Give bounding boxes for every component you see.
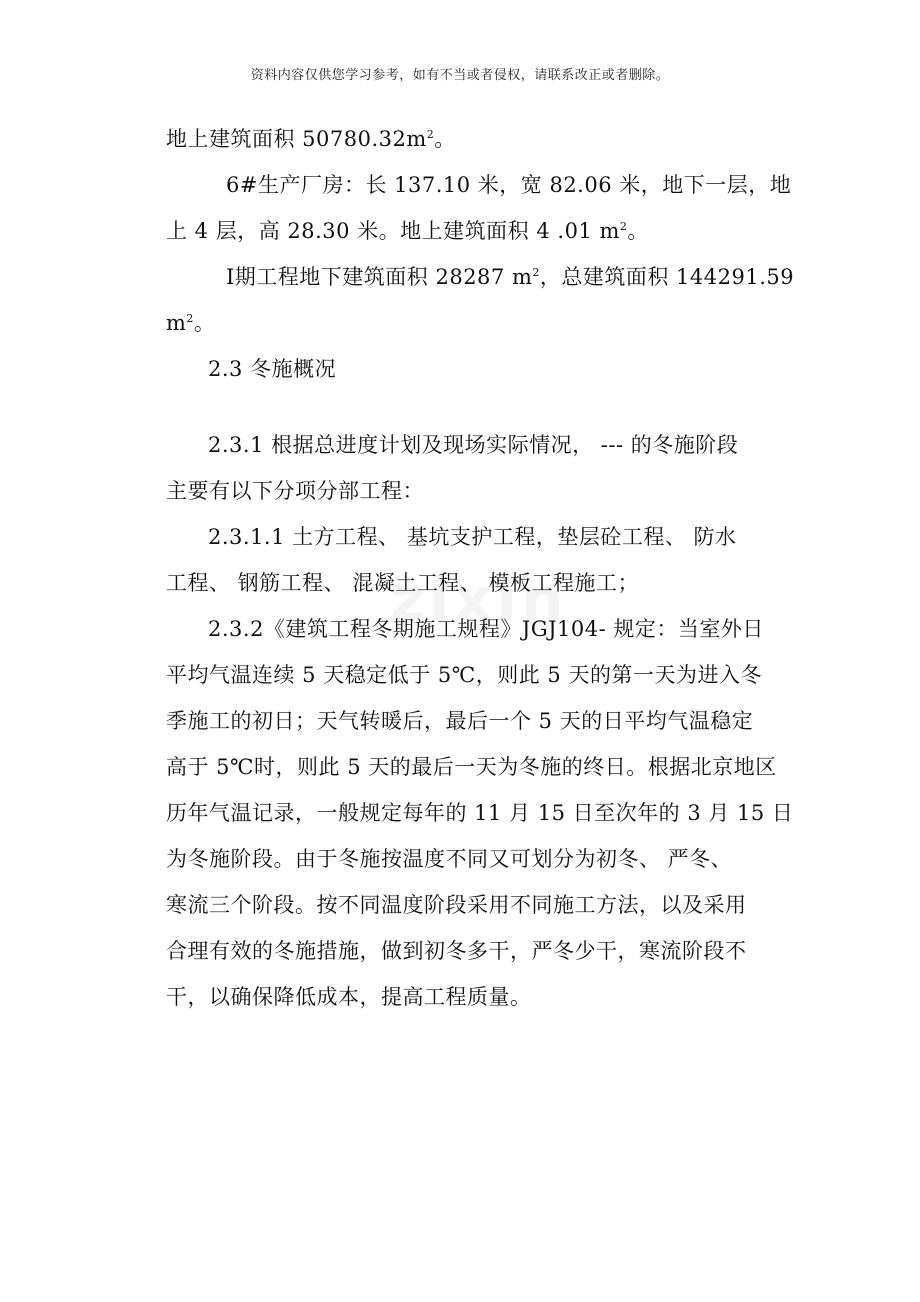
paragraph-phase1-area-line2 (166, 300, 786, 346)
paragraph-2-3-1-line2: 主要有以下分项分部工程： (166, 479, 424, 503)
superscript: 2 (426, 128, 435, 141)
text-run: Ⅰ期工程地下建筑面积 28287 m (226, 265, 533, 289)
paragraph-2-3-1-line1: 2.3.1 根据总进度计划及现场实际情况， --- 的冬施阶段 (208, 433, 739, 457)
document-body (166, 116, 795, 1020)
paragraph-2-3-2-line7: 寒流三个阶段。按不同温度阶段采用不同施工方法，以及采用 (166, 893, 747, 917)
text-run: 。 (193, 311, 216, 335)
paragraph-2-3-2-line1: 2.3.2《建筑工程冬期施工规程》JGJ104- 规定：当室外日 (208, 617, 764, 641)
paragraph-phase1-area-line1 (166, 254, 795, 300)
paragraph-2-3-2-line6: 为冬施阶段。由于冬施按温度不同又可划分为初冬、 严冬、 (166, 847, 733, 871)
text-run: ，总建筑面积 144291.59 (539, 265, 795, 289)
paragraph-above-ground-area (166, 116, 786, 162)
text-run: 上 4 层，高 28.30 米。地上建筑面积 4 .01 m (166, 219, 620, 243)
paragraph-2-3-2-line3: 季施工的初日；天气转暖后，最后一个 5 天的日平均气温稳定 (166, 709, 754, 733)
text-run: 地上建筑面积 50780.32m (166, 127, 427, 151)
paragraph-2-3-2-line9: 干，以确保降低成本，提高工程质量。 (166, 985, 532, 1009)
superscript: 2 (619, 220, 628, 233)
superscript: 2 (532, 266, 540, 279)
text-run: 。 (434, 127, 456, 151)
paragraph-2-3-2-line4: 高于 5℃时，则此 5 天的最后一天为冬施的终日。根据北京地区 (166, 755, 777, 779)
paragraph-2-3-2-line2: 平均气温连续 5 天稳定低于 5℃，则此 5 天的第一天为进入冬 (166, 663, 762, 687)
paragraph-2-3-1-1-line1: 2.3.1.1 土方工程、 基坑支护工程，垫层砼工程、 防水 (208, 525, 737, 549)
page-header-disclaimer: 资料内容仅供您学习参考，如有不当或者侵权，请联系改正或者删除。 (250, 68, 670, 83)
paragraph-2-3-2-line5: 历年气温记录，一般规定每年的 11 月 15 日至次年的 3 月 15 日 (166, 801, 794, 825)
section-heading: 2.3 冬施概况 (208, 357, 337, 381)
paragraph-workshop-6-line2 (166, 208, 786, 254)
text-run: m (166, 311, 187, 335)
spacer (166, 392, 786, 422)
superscript: 2 (186, 312, 194, 325)
paragraph-workshop-6-line1: 6#生产厂房：长 137.10 米，宽 82.06 米，地下一层，地 (226, 173, 792, 197)
paragraph-2-3-1-1-line2: 工程、 钢筋工程、 混凝土工程、 模板工程施工； (166, 571, 640, 595)
text-run: 。 (627, 219, 649, 243)
paragraph-2-3-2-line8: 合理有效的冬施措施，做到初冬多干，严冬少干，寒流阶段不 (166, 939, 747, 963)
